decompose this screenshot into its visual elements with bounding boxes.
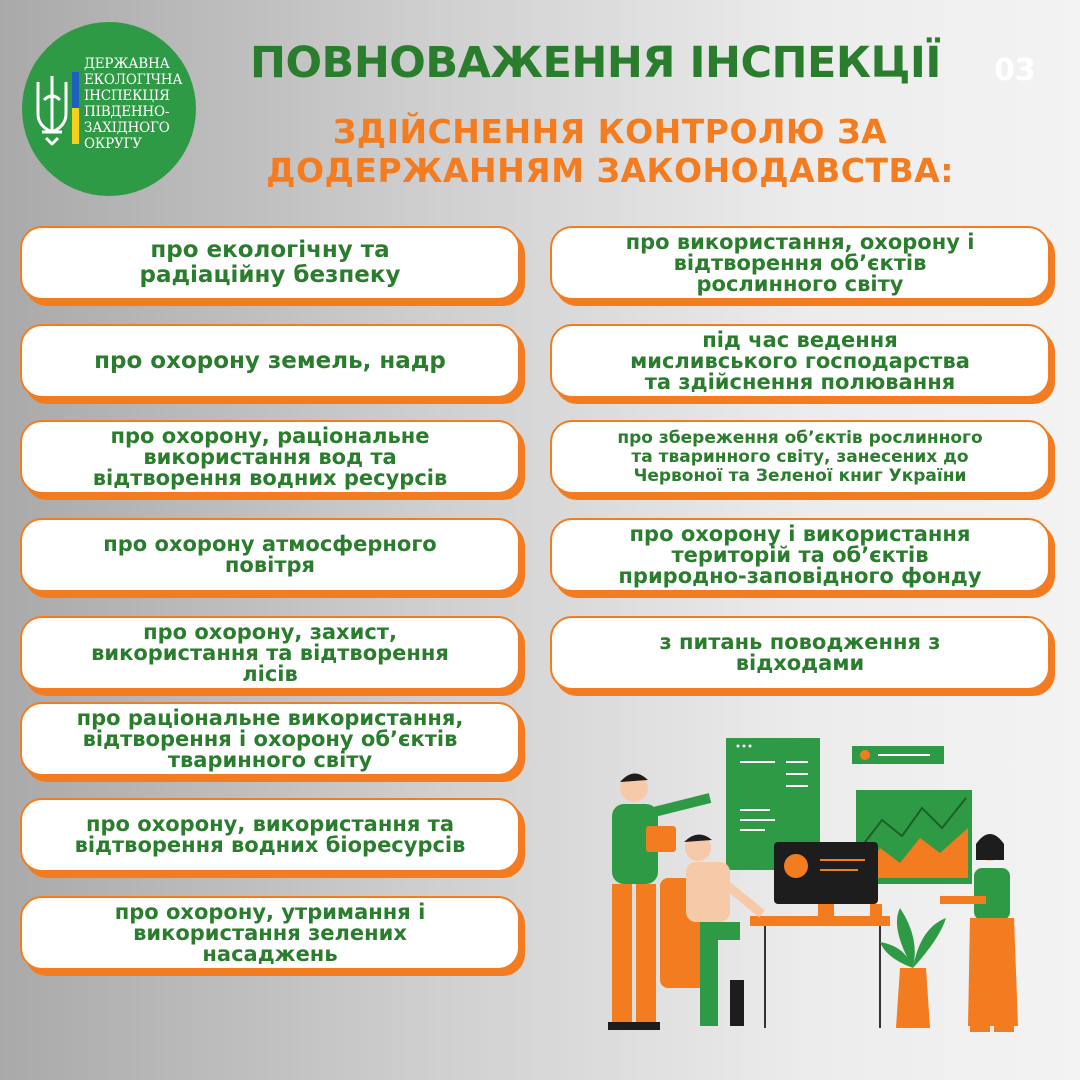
office-team-illustration	[590, 728, 1030, 1058]
card-line: про охорону земель, надр	[94, 347, 446, 374]
trident-icon	[32, 70, 88, 150]
card-green-plantings	[20, 896, 520, 970]
card-line: про охорону, використання та	[85, 812, 454, 836]
card-line: про використання, охорону і	[625, 229, 975, 254]
card-line: про екологічну та	[150, 237, 390, 263]
card-line: відходами	[735, 651, 865, 675]
card-line: відтворення і охорону об’єктів	[82, 726, 458, 751]
card-line: лісів	[242, 661, 298, 686]
card-line: використання вод та	[143, 444, 397, 469]
card-land-subsoil	[20, 324, 520, 398]
card-line: про збереження об’єктів рослинного	[617, 427, 983, 448]
page-number: 03	[994, 53, 1036, 88]
card-waste-management	[550, 616, 1050, 690]
card-line: територій та об’єктів	[671, 542, 929, 567]
card-line: природно-заповідного фонду	[618, 563, 982, 588]
card-nature-reserve-fund	[550, 518, 1050, 592]
card-atmospheric-air	[20, 518, 520, 592]
card-line: відтворення об’єктів	[673, 250, 927, 275]
page-title: ПОВНОВАЖЕННЯ ІНСПЕКЦІЇ	[250, 38, 941, 88]
card-aquatic-bioresources	[20, 798, 520, 872]
logo-line: ЕКОЛОГІЧНА	[84, 72, 183, 88]
inspection-logo	[22, 22, 196, 196]
page-subtitle	[240, 112, 980, 190]
card-line: про охорону, утримання і	[114, 899, 426, 924]
card-hunting	[550, 324, 1050, 398]
card-red-green-books	[550, 420, 1050, 494]
card-line: та здійснення полювання	[644, 369, 956, 394]
card-line: тваринного світу	[167, 747, 373, 772]
logo-text	[84, 56, 194, 152]
card-line: використання зелених	[133, 920, 407, 945]
card-ecological-radiation-safety	[20, 226, 520, 300]
card-forests	[20, 616, 520, 690]
card-line: та тваринного світу, занесених до	[631, 446, 969, 467]
card-line: радіаційну безпеку	[139, 262, 401, 288]
card-line: про раціональне використання,	[76, 705, 464, 730]
card-flora	[550, 226, 1050, 300]
card-line: про охорону і використання	[629, 521, 971, 546]
subtitle-line: ЗДІЙСНЕННЯ КОНТРОЛЮ ЗА	[332, 112, 888, 151]
card-line: відтворення водних біоресурсів	[74, 833, 466, 857]
card-line: насаджень	[202, 941, 338, 966]
card-line: відтворення водних ресурсів	[92, 465, 448, 490]
card-line: використання та відтворення	[91, 640, 449, 665]
logo-line: ІНСПЕКЦІЯ	[84, 88, 170, 104]
logo-line: ДЕРЖАВНА	[84, 56, 170, 72]
subtitle-line: ДОДЕРЖАННЯМ ЗАКОНОДАВСТВА:	[266, 151, 954, 190]
card-water-resources	[20, 420, 520, 494]
card-line: про охорону атмосферного	[103, 532, 437, 556]
card-line: мисливського господарства	[630, 348, 970, 373]
card-line: Червоної та Зеленої книг України	[633, 465, 967, 486]
card-line: про охорону, раціональне	[110, 423, 430, 448]
card-line: під час ведення	[702, 327, 898, 352]
card-fauna	[20, 702, 520, 776]
card-line: про охорону, захист,	[143, 619, 397, 644]
card-line: з питань поводження з	[659, 630, 941, 654]
logo-line: ОКРУГУ	[84, 136, 142, 152]
logo-line: ЗАХІДНОГО	[84, 120, 170, 136]
card-line: рослинного світу	[696, 271, 904, 296]
card-line: повітря	[224, 553, 316, 577]
logo-line: ПІВДЕННО-	[84, 104, 170, 120]
